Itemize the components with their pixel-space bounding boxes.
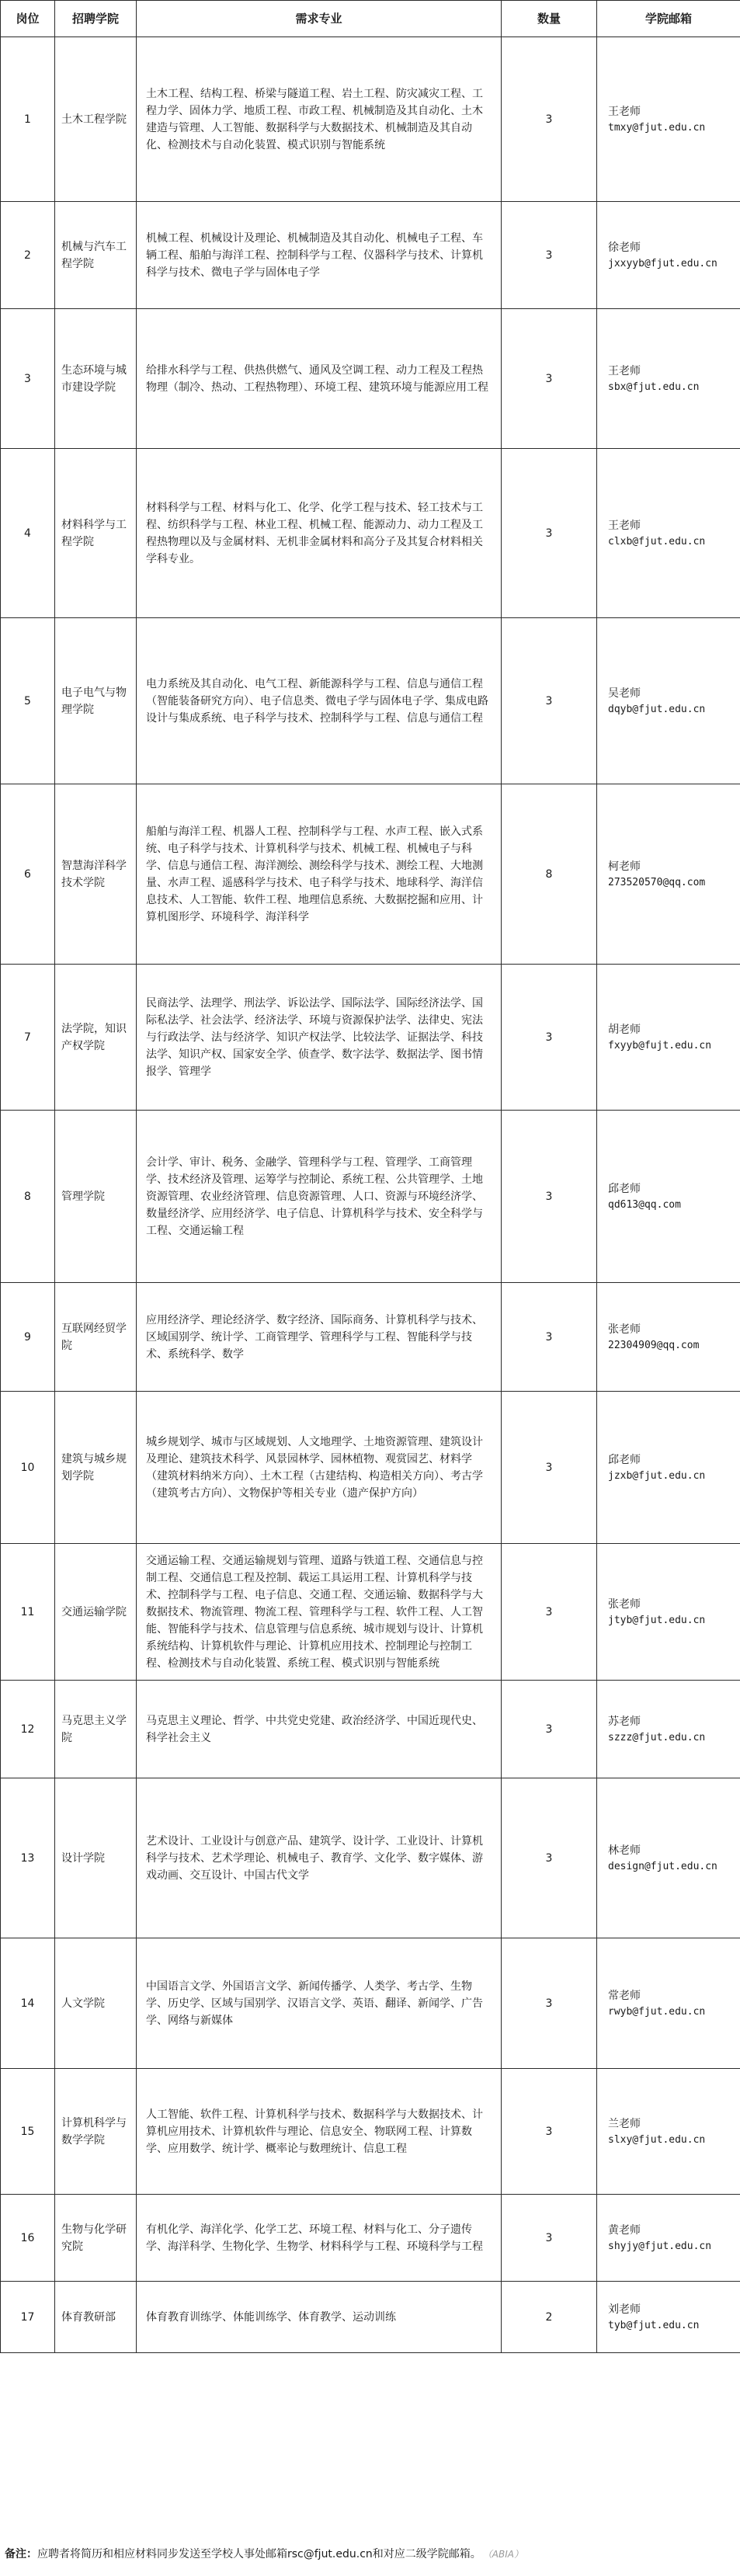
row-majors: 中国语言文学、外国语言文学、新闻传播学、人类学、考古学、生物学、历史学、区域与国别学、汉语言文学、英语、翻译、新闻学、广告学、网络与新媒体 <box>137 1938 502 2069</box>
table-row <box>1 1392 740 1544</box>
header-count: 数量 <box>502 1 597 37</box>
row-majors: 机械工程、机械设计及理论、机械制造及其自动化、机械电子工程、车辆工程、船舶与海洋工程、控制科学与工程、仪器科学与技术、计算机科学与技术、微电子学与固体电子学 <box>137 202 502 309</box>
row-majors: 交通运输工程、交通运输规划与管理、道路与铁道工程、交通信息与控制工程、交通信息工程及控制、载运工具运用工程、计算机科学与技术、控制科学与工程、电子信息、交通工程、交通运输、数据科学与大数据技术、物流管理、物流工程、管理科学与工程、软件工程、人工智能、智能科学与技术、信息管理与信息系统、城市规划与设计、计算机系统结构、计算机软件与理论、计算机应用技术、控制理论与控制工程、检测技术与自动化装置、系统工程、模式识别与智能系统 <box>137 1544 502 1681</box>
contact-name: 黄老师 <box>608 2223 641 2237</box>
row-majors: 人工智能、软件工程、计算机科学与技术、数据科学与大数据技术、计算机应用技术、计算机软件与理论、信息安全、物联网工程、计算数学、应用数学、统计学、概率论与数理统计、信息工程 <box>137 2069 502 2195</box>
row-position-number: 13 <box>1 1778 55 1938</box>
row-position-number: 9 <box>1 1283 55 1392</box>
row-position-number: 11 <box>1 1544 55 1681</box>
contact-name: 常老师 <box>608 1989 641 2002</box>
row-count: 3 <box>502 449 597 618</box>
contact-email: tmxy@fjut.edu.cn <box>608 121 706 134</box>
row-contact <box>597 202 740 309</box>
contact-email: shyjy@fjut.edu.cn <box>608 2240 712 2252</box>
row-position-number: 8 <box>1 1111 55 1283</box>
contact-email: 22304909@qq.com <box>608 1339 700 1351</box>
row-contact <box>597 449 740 618</box>
row-position-number: 2 <box>1 202 55 309</box>
contact-email: rwyb@fjut.edu.cn <box>608 2005 706 2018</box>
row-count: 3 <box>502 2069 597 2195</box>
row-position-number: 14 <box>1 1938 55 2069</box>
footnote-label: 备注： <box>5 2548 37 2560</box>
row-count: 3 <box>502 309 597 449</box>
table-row <box>1 2069 740 2195</box>
contact-email: fxyyb@fujt.edu.cn <box>608 1039 712 1052</box>
contact-email: jzxb@fjut.edu.cn <box>608 1469 706 1482</box>
row-position-number: 3 <box>1 309 55 449</box>
contact-name: 徐老师 <box>608 241 641 254</box>
header-school: 招聘学院 <box>55 1 137 37</box>
contact-email: tyb@fjut.edu.cn <box>608 2319 700 2331</box>
row-contact <box>597 1544 740 1681</box>
contact-email: jtyb@fjut.edu.cn <box>608 1614 706 1626</box>
table-row <box>1 965 740 1111</box>
row-contact <box>597 2069 740 2195</box>
row-contact <box>597 965 740 1111</box>
contact-email: dqyb@fjut.edu.cn <box>608 703 706 715</box>
row-count: 3 <box>502 2195 597 2282</box>
contact-email: szzz@fjut.edu.cn <box>608 1731 706 1743</box>
contact-email: sbx@fjut.edu.cn <box>608 381 700 393</box>
contact-email: 273520570@qq.com <box>608 876 706 888</box>
table-row <box>1 1778 740 1938</box>
row-contact <box>597 309 740 449</box>
row-school: 电子电气与物理学院 <box>55 618 137 784</box>
row-majors: 民商法学、法理学、刑法学、诉讼法学、国际法学、国际经济法学、国际私法学、社会法学、经济法学、环境与资源保护法学、法律史、宪法与行政法学、法与经济学、知识产权法学、比较法学、证据法学、科技法学、知识产权、国家安全学、侦查学、数字法学、数据法学、图书情报学、管理学 <box>137 965 502 1111</box>
contact-name: 邱老师 <box>608 1453 641 1466</box>
row-majors: 应用经济学、理论经济学、数字经济、国际商务、计算机科学与技术、区域国别学、统计学、工商管理学、管理科学与工程、智能科学与技术、系统科学、数学 <box>137 1283 502 1392</box>
table-header-row <box>1 1 740 37</box>
row-count: 8 <box>502 784 597 965</box>
row-position-number: 6 <box>1 784 55 965</box>
row-position-number: 10 <box>1 1392 55 1544</box>
row-school: 机械与汽车工程学院 <box>55 202 137 309</box>
table-row <box>1 2195 740 2282</box>
contact-name: 邱老师 <box>608 1182 641 1195</box>
row-position-number: 17 <box>1 2282 55 2353</box>
contact-name: 苏老师 <box>608 1715 641 1728</box>
row-position-number: 15 <box>1 2069 55 2195</box>
table-row <box>1 37 740 202</box>
row-majors: 电力系统及其自动化、电气工程、新能源科学与工程、信息与通信工程（智能装备研究方向）、电子信息类、微电子学与固体电子学、集成电路设计与集成系统、电子科学与技术、控制科学与工程、信息与通信工程 <box>137 618 502 784</box>
row-position-number: 4 <box>1 449 55 618</box>
row-count: 3 <box>502 1681 597 1778</box>
row-count: 3 <box>502 1544 597 1681</box>
row-contact <box>597 2195 740 2282</box>
row-majors: 马克思主义理论、哲学、中共党史党建、政治经济学、中国近现代史、科学社会主义 <box>137 1681 502 1778</box>
header-email: 学院邮箱 <box>597 1 740 37</box>
contact-email: clxb@fjut.edu.cn <box>608 535 706 548</box>
table-row <box>1 202 740 309</box>
row-count: 3 <box>502 965 597 1111</box>
row-school: 设计学院 <box>55 1778 137 1938</box>
table-row <box>1 2282 740 2353</box>
row-school: 生物与化学研究院 <box>55 2195 137 2282</box>
row-school: 体育教研部 <box>55 2282 137 2353</box>
contact-email: qd613@qq.com <box>608 1198 681 1211</box>
contact-email: jxxyyb@fjut.edu.cn <box>608 257 717 269</box>
row-majors: 有机化学、海洋化学、化学工艺、环境工程、材料与化工、分子遗传学、海洋科学、生物化学、生物学、材料科学与工程、环境科学与工程 <box>137 2195 502 2282</box>
row-contact <box>597 2282 740 2353</box>
row-count: 3 <box>502 618 597 784</box>
row-count: 2 <box>502 2282 597 2353</box>
contact-name: 刘老师 <box>608 2303 641 2316</box>
contact-name: 张老师 <box>608 1597 641 1611</box>
table-row <box>1 449 740 618</box>
contact-name: 胡老师 <box>608 1023 641 1036</box>
row-position-number: 1 <box>1 37 55 202</box>
row-majors: 城乡规划学、城市与区域规划、人文地理学、土地资源管理、建筑设计及理论、建筑技术科学、风景园林学、园林植物、观赏园艺、材料学（建筑材料纳米方向）、土木工程（古建结构、构造相关方向）、考古学（建筑考古方向）、文物保护等相关专业（遗产保护方向） <box>137 1392 502 1544</box>
row-contact <box>597 1681 740 1778</box>
row-contact <box>597 1938 740 2069</box>
row-count: 3 <box>502 1938 597 2069</box>
row-majors: 会计学、审计、税务、金融学、管理科学与工程、管理学、工商管理学、技术经济及管理、运筹学与控制论、系统工程、公共管理学、土地资源管理、农业经济管理、信息资源管理、人口、资源与环境经济学、数量经济学、应用经济学、电子信息、计算机科学与技术、安全科学与工程、交通运输工程 <box>137 1111 502 1283</box>
row-majors: 体育教育训练学、体能训练学、体育教学、运动训练 <box>137 2282 502 2353</box>
row-school: 生态环境与城市建设学院 <box>55 309 137 449</box>
row-majors: 给排水科学与工程、供热供燃气、通风及空调工程、动力工程及工程热物理（制冷、热动、工程热物理）、环境工程、建筑环境与能源应用工程 <box>137 309 502 449</box>
row-position-number: 12 <box>1 1681 55 1778</box>
row-school: 计算机科学与数学学院 <box>55 2069 137 2195</box>
contact-name: 林老师 <box>608 1844 641 1857</box>
table-row <box>1 618 740 784</box>
row-school: 土木工程学院 <box>55 37 137 202</box>
contact-email: slxy@fjut.edu.cn <box>608 2133 706 2146</box>
table-row <box>1 1111 740 1283</box>
row-majors: 艺术设计、工业设计与创意产品、建筑学、设计学、工业设计、计算机科学与技术、艺术学理论、机械电子、教育学、文化学、数字媒体、游戏动画、交互设计、中国古代文学 <box>137 1778 502 1938</box>
table-row <box>1 1938 740 2069</box>
row-count: 3 <box>502 1111 597 1283</box>
row-position-number: 16 <box>1 2195 55 2282</box>
row-school: 建筑与城乡规划学院 <box>55 1392 137 1544</box>
row-contact <box>597 37 740 202</box>
contact-name: 兰老师 <box>608 2117 641 2130</box>
contact-email: design@fjut.edu.cn <box>608 1860 717 1872</box>
row-school: 互联网经贸学院 <box>55 1283 137 1392</box>
row-school: 智慧海洋科学技术学院 <box>55 784 137 965</box>
row-majors: 材料科学与工程、材料与化工、化学、化学工程与技术、轻工技术与工程、纺织科学与工程、林业工程、机械工程、能源动力、动力工程及工程热物理以及与金属材料、无机非金属材料和高分子及其复合材料相关学科专业。 <box>137 449 502 618</box>
footnote <box>5 2546 735 2563</box>
contact-name: 王老师 <box>608 364 641 377</box>
row-position-number: 7 <box>1 965 55 1111</box>
header-position: 岗位 <box>1 1 55 37</box>
table-row <box>1 1283 740 1392</box>
contact-name: 柯老师 <box>608 860 641 873</box>
row-contact <box>597 784 740 965</box>
row-position-number: 5 <box>1 618 55 784</box>
footnote-stamp: （ABIA） <box>487 2549 523 2560</box>
row-count: 3 <box>502 1283 597 1392</box>
row-school: 管理学院 <box>55 1111 137 1283</box>
row-count: 3 <box>502 1778 597 1938</box>
row-contact <box>597 618 740 784</box>
table-row <box>1 1681 740 1778</box>
row-school: 法学院，知识产权学院 <box>55 965 137 1111</box>
row-count: 3 <box>502 1392 597 1544</box>
row-majors: 土木工程、结构工程、桥梁与隧道工程、岩土工程、防灾减灾工程、工程力学、固体力学、地质工程、市政工程、机械制造及其自动化、土木建造与管理、人工智能、数据科学与大数据技术、机械制造及其自动化、检测技术与自动化装置、模式识别与智能系统 <box>137 37 502 202</box>
row-contact <box>597 1778 740 1938</box>
header-majors: 需求专业 <box>137 1 502 37</box>
contact-name: 王老师 <box>608 105 641 118</box>
row-school: 交通运输学院 <box>55 1544 137 1681</box>
row-school: 材料科学与工程学院 <box>55 449 137 618</box>
table-body <box>1 37 740 2353</box>
row-count: 3 <box>502 37 597 202</box>
row-school: 马克思主义学院 <box>55 1681 137 1778</box>
row-contact <box>597 1111 740 1283</box>
table-row <box>1 1544 740 1681</box>
row-contact <box>597 1283 740 1392</box>
contact-name: 张老师 <box>608 1323 641 1336</box>
row-majors: 船舶与海洋工程、机器人工程、控制科学与工程、水声工程、嵌入式系统、电子科学与技术、计算机科学与技术、机械工程、机械电子与科学、信息与通信工程、海洋测绘、测绘科学与技术、测绘工程、大地测量、水声工程、遥感科学与技术、电子科学与技术、地球科学、海洋信息技术、人工智能、软件工程、地理信息系统、大数据挖掘和应用、计算机图形学、环境科学、海洋科学 <box>137 784 502 965</box>
table-row <box>1 309 740 449</box>
row-contact <box>597 1392 740 1544</box>
footnote-text: 应聘者将简历和相应材料同步发送至学校人事处邮箱rsc@fjut.edu.cn和对应二级学院邮箱。 <box>37 2548 481 2560</box>
contact-name: 王老师 <box>608 519 641 532</box>
row-school: 人文学院 <box>55 1938 137 2069</box>
contact-name: 吴老师 <box>608 687 641 700</box>
table-row <box>1 784 740 965</box>
row-count: 3 <box>502 202 597 309</box>
